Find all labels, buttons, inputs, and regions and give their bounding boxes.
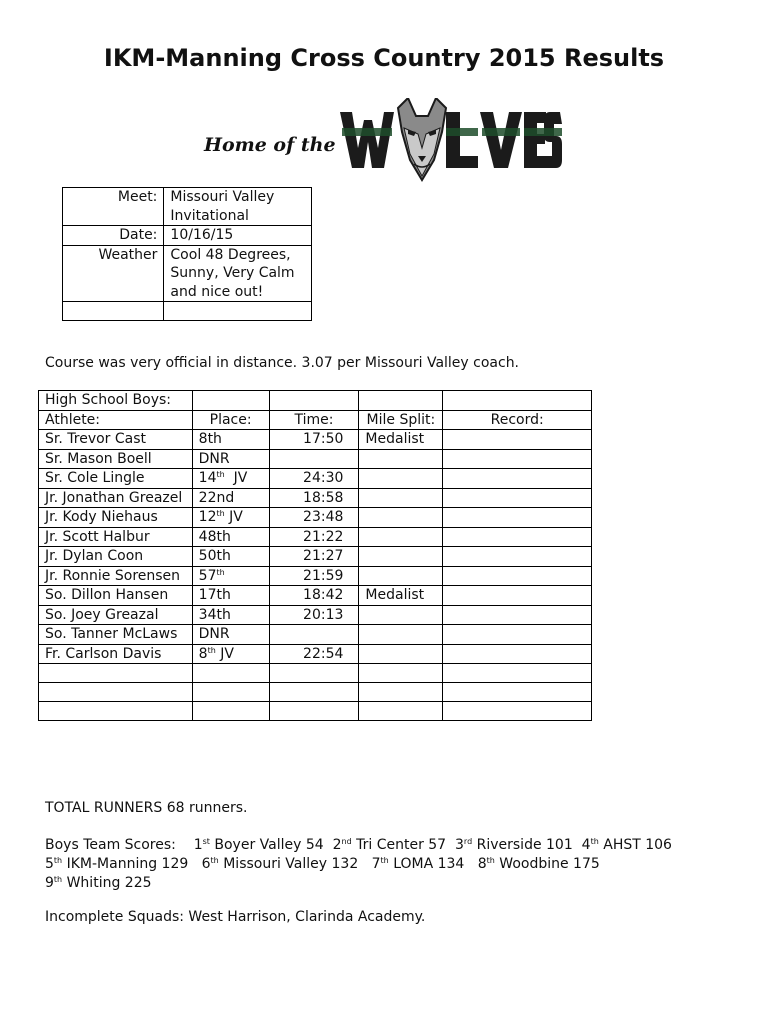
team-score-entry: 2nd Tri Center 57 xyxy=(332,837,447,853)
place-cell: 22nd xyxy=(192,488,269,508)
empty-label xyxy=(63,302,164,321)
meet-info-table xyxy=(62,187,312,321)
team-score-entry: 1st Boyer Valley 54 xyxy=(193,837,324,853)
place-header: Place: xyxy=(192,410,269,430)
table-row xyxy=(39,488,592,508)
record-cell xyxy=(443,566,592,586)
meet-value: Missouri Valley Invitational xyxy=(164,188,312,226)
time-cell xyxy=(269,625,359,645)
record-cell xyxy=(443,702,592,721)
athlete-header: Athlete: xyxy=(39,410,193,430)
empty-cell xyxy=(443,391,592,411)
table-row xyxy=(39,547,592,567)
time-cell: 21:59 xyxy=(269,566,359,586)
athlete-cell: Sr. Mason Boell xyxy=(39,449,193,469)
table-row xyxy=(39,469,592,489)
date-label: Date: xyxy=(63,226,164,246)
team-score-entry: 3rd Riverside 101 xyxy=(455,837,573,853)
mile-split-cell xyxy=(359,566,443,586)
mile-split-cell xyxy=(359,664,443,683)
place-cell: 8th JV xyxy=(192,644,269,664)
weather-row xyxy=(63,245,312,302)
incomplete-squads: Incomplete Squads: West Harrison, Clarinda Academy. xyxy=(45,909,426,925)
course-note: Course was very official in distance. 3.07 per Missouri Valley coach. xyxy=(45,355,520,371)
athlete-cell xyxy=(39,683,193,702)
athlete-cell: So. Tanner McLaws xyxy=(39,625,193,645)
athlete-cell: Jr. Kody Niehaus xyxy=(39,508,193,528)
time-cell: 20:13 xyxy=(269,605,359,625)
team-score-entry: 8th Woodbine 175 xyxy=(477,856,600,872)
athlete-cell xyxy=(39,664,193,683)
table-row xyxy=(39,702,592,721)
empty-cell xyxy=(192,391,269,411)
team-scores-label: Boys Team Scores: xyxy=(45,837,176,853)
time-cell xyxy=(269,702,359,721)
athlete-cell: Jr. Scott Halbur xyxy=(39,527,193,547)
section-label: High School Boys: xyxy=(39,391,193,411)
header-row xyxy=(39,410,592,430)
time-cell xyxy=(269,664,359,683)
date-row xyxy=(63,226,312,246)
place-cell: 12th JV xyxy=(192,508,269,528)
mile-split-cell: Medalist xyxy=(359,430,443,450)
team-score-entry: 4th AHST 106 xyxy=(581,837,672,853)
team-score-entry: 7th LOMA 134 xyxy=(371,856,465,872)
table-row xyxy=(39,605,592,625)
place-cell: 57th xyxy=(192,566,269,586)
mile-split-cell xyxy=(359,683,443,702)
athlete-cell xyxy=(39,702,193,721)
empty-cell xyxy=(269,391,359,411)
athlete-cell: Sr. Cole Lingle xyxy=(39,469,193,489)
table-row xyxy=(39,664,592,683)
athlete-cell: So. Dillon Hansen xyxy=(39,586,193,606)
time-header: Time: xyxy=(269,410,359,430)
team-scores xyxy=(45,836,735,893)
place-cell xyxy=(192,683,269,702)
mile-split-cell xyxy=(359,625,443,645)
wolves-logo xyxy=(200,98,570,182)
meet-row xyxy=(63,188,312,226)
table-row xyxy=(39,566,592,586)
mile-split-cell xyxy=(359,644,443,664)
table-row xyxy=(39,527,592,547)
athlete-cell: Sr. Trevor Cast xyxy=(39,430,193,450)
team-score-entry: 6th Missouri Valley 132 xyxy=(201,856,359,872)
record-cell xyxy=(443,605,592,625)
time-cell: 18:42 xyxy=(269,586,359,606)
weather-label: Weather xyxy=(63,245,164,302)
record-cell xyxy=(443,683,592,702)
place-cell: 8th xyxy=(192,430,269,450)
athlete-cell: Jr. Jonathan Greazel xyxy=(39,488,193,508)
total-runners: TOTAL RUNNERS 68 runners. xyxy=(45,800,248,816)
time-cell xyxy=(269,449,359,469)
record-cell xyxy=(443,488,592,508)
place-cell: DNR xyxy=(192,449,269,469)
place-cell: 17th xyxy=(192,586,269,606)
record-cell xyxy=(443,664,592,683)
athlete-cell: So. Joey Greazal xyxy=(39,605,193,625)
logo-script-text: Home of the xyxy=(204,134,336,156)
record-cell xyxy=(443,430,592,450)
empty-cell xyxy=(359,391,443,411)
table-row xyxy=(39,586,592,606)
team-score-entry: 9th Whiting 225 xyxy=(45,875,152,891)
table-row xyxy=(39,508,592,528)
mile-split-cell xyxy=(359,449,443,469)
time-cell xyxy=(269,683,359,702)
place-cell: 50th xyxy=(192,547,269,567)
mile-split-cell xyxy=(359,605,443,625)
mile-split-cell xyxy=(359,547,443,567)
record-cell xyxy=(443,527,592,547)
record-header: Record: xyxy=(443,410,592,430)
weather-value: Cool 48 Degrees, Sunny, Very Calm and nice out! xyxy=(164,245,312,302)
page-title: IKM-Manning Cross Country 2015 Results xyxy=(103,44,665,72)
empty-value xyxy=(164,302,312,321)
record-cell xyxy=(443,625,592,645)
table-row xyxy=(39,625,592,645)
record-cell xyxy=(443,449,592,469)
time-cell: 24:30 xyxy=(269,469,359,489)
mile-split-header: Mile Split: xyxy=(359,410,443,430)
athlete-cell: Fr. Carlson Davis xyxy=(39,644,193,664)
date-value: 10/16/15 xyxy=(164,226,312,246)
place-cell: 48th xyxy=(192,527,269,547)
team-score-entry: 5th IKM-Manning 129 xyxy=(45,856,189,872)
place-cell: 34th xyxy=(192,605,269,625)
record-cell xyxy=(443,469,592,489)
athlete-cell: Jr. Ronnie Sorensen xyxy=(39,566,193,586)
time-cell: 23:48 xyxy=(269,508,359,528)
mile-split-cell xyxy=(359,702,443,721)
mile-split-cell xyxy=(359,527,443,547)
table-row xyxy=(39,644,592,664)
time-cell: 22:54 xyxy=(269,644,359,664)
record-cell xyxy=(443,547,592,567)
table-row xyxy=(39,683,592,702)
place-cell xyxy=(192,702,269,721)
results-table xyxy=(38,390,592,721)
mile-split-cell: Medalist xyxy=(359,586,443,606)
table-row xyxy=(39,449,592,469)
place-cell: DNR xyxy=(192,625,269,645)
record-cell xyxy=(443,586,592,606)
time-cell: 21:27 xyxy=(269,547,359,567)
section-label-row xyxy=(39,391,592,411)
mile-split-cell xyxy=(359,469,443,489)
mile-split-cell xyxy=(359,508,443,528)
place-cell xyxy=(192,664,269,683)
time-cell: 17:50 xyxy=(269,430,359,450)
table-row xyxy=(39,430,592,450)
athlete-cell: Jr. Dylan Coon xyxy=(39,547,193,567)
time-cell: 18:58 xyxy=(269,488,359,508)
empty-row xyxy=(63,302,312,321)
record-cell xyxy=(443,644,592,664)
result-rows xyxy=(39,430,592,721)
time-cell: 21:22 xyxy=(269,527,359,547)
place-cell: 14th JV xyxy=(192,469,269,489)
meet-label: Meet: xyxy=(63,188,164,226)
mile-split-cell xyxy=(359,488,443,508)
record-cell xyxy=(443,508,592,528)
wolf-head-icon xyxy=(338,98,564,182)
